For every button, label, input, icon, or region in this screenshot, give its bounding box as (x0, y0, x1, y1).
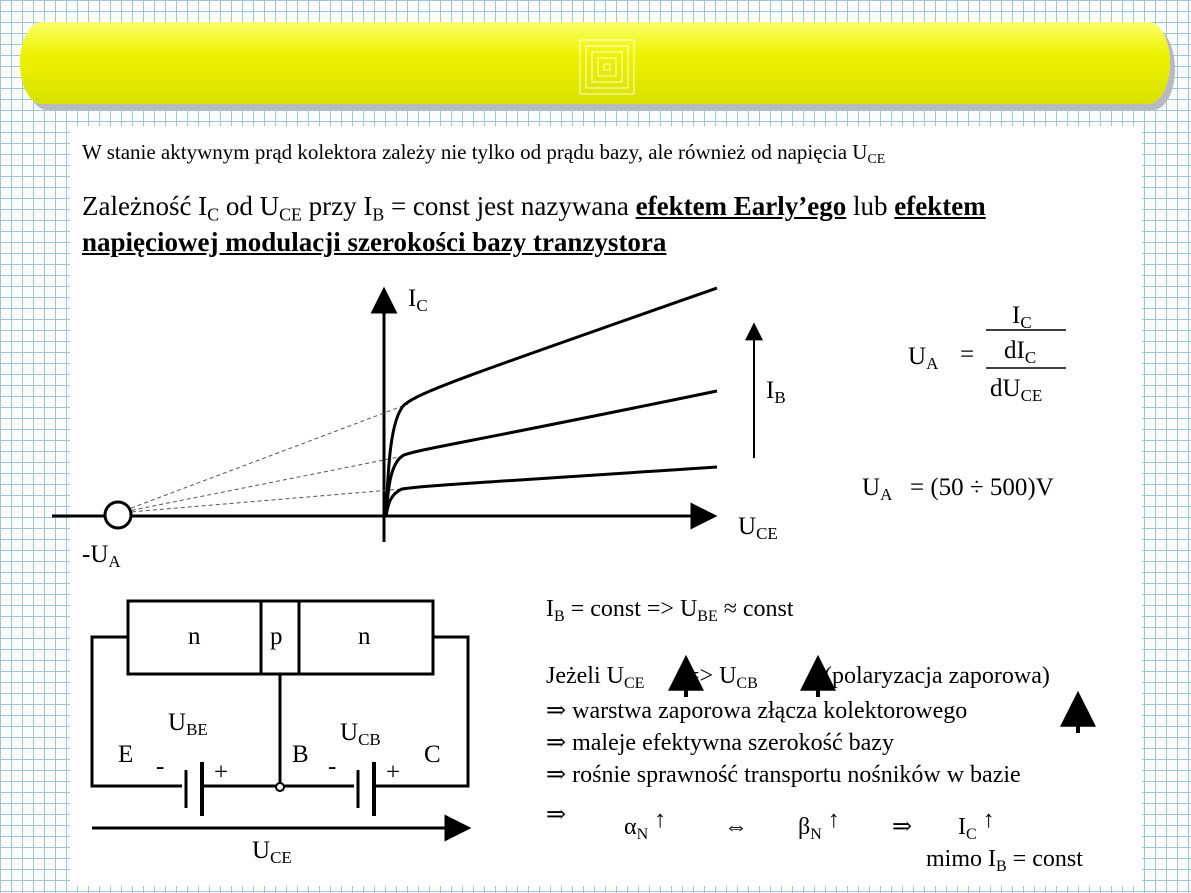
x-axis-label: $U_{CE}$ (738, 513, 778, 543)
base-node (276, 783, 284, 791)
region-n-collector: n (358, 623, 371, 650)
iff-symbol: ⇔ (724, 814, 748, 840)
intro-text: W stanie aktywnym prąd kolektora zależy nie tylko od prądu bazy, ale również od napięcia $U_{CE}$ (82, 140, 886, 167)
explain-line-3: ⇒ warstwa zaporowa złącza kolektorowego (546, 698, 968, 724)
svg-text:UA: $U_A$ (908, 343, 939, 373)
ube-plus: + (214, 759, 229, 786)
ic-increase: $I_C↑$ (958, 807, 995, 843)
curve-ib-mid (386, 391, 717, 516)
svg-text:dUCE: $dU_{CE}$ (990, 375, 1043, 405)
early-extrapolation-mid (118, 456, 404, 513)
term-early-effect: efektem Early’ego (635, 191, 847, 221)
explain-line-5: ⇒ rośnie sprawność transportu nośników w bazie (546, 762, 1021, 788)
ube-minus: - (156, 753, 165, 780)
svg-text:UA: $U_A$ (862, 474, 893, 504)
emitter-label: E (118, 741, 134, 768)
early-extrapolation-high (118, 404, 408, 513)
base-label: B (292, 741, 309, 768)
curve-ib-low (386, 467, 717, 516)
explain-line-2c: (polaryzacja zaporowa) (824, 663, 1050, 689)
uce-label: $U_{CE}$ (252, 837, 292, 867)
explain-line-7: mimo $I_B$ = const (926, 846, 1083, 875)
heading-line-2: napięciowej modulacji szerokości bazy tranzystora (82, 227, 667, 257)
early-voltage-point (105, 502, 131, 528)
term-modulation-a: efektem (894, 191, 986, 221)
ib-label: $I_B$ (766, 377, 786, 407)
early-extrapolation-low (118, 489, 402, 513)
svg-text:= (50 ÷ 500)V: = (50 ÷ 500)V (910, 474, 1054, 501)
ucb-minus: - (328, 753, 337, 780)
ucb-plus: + (386, 759, 401, 786)
then-symbol: ⇒ (892, 814, 913, 840)
alpha-n: $\alpha_N↑$ (624, 807, 667, 843)
region-n-emitter: n (188, 623, 201, 650)
collector-label: C (424, 741, 441, 768)
beta-n: $\beta_N↑$ (798, 807, 840, 843)
early-voltage-formula (908, 302, 1066, 405)
ube-label: $U_{BE}$ (168, 709, 208, 739)
explain-line-2b: => $U_{CB}$ (686, 663, 758, 692)
early-voltage-range (862, 474, 1054, 504)
heading-line-1: Zależność $I_C$ od $U_{CE}$ przy $I_B$ = const jest nazywana efektem Early’ego lub efektem (82, 191, 986, 225)
explain-line-6-arrow: ⇒ (546, 802, 567, 828)
region-p-base: p (270, 623, 283, 650)
explain-line-2a: Jeżeli $U_{CE}$ (546, 663, 645, 692)
ucb-label: $U_{CB}$ (340, 719, 381, 749)
explain-line-1: $I_B$ = const => $U_{BE}$ ≈ const (546, 596, 794, 625)
early-voltage-label: $-U_A$ (82, 541, 121, 571)
explain-line-4: ⇒ maleje efektywna szerokość bazy (546, 730, 894, 756)
svg-text:=: = (960, 341, 975, 368)
svg-text:IC: $I_C$ (1012, 302, 1032, 332)
svg-text:dIC: $dI_C$ (1004, 337, 1037, 367)
y-axis-label: $I_C$ (408, 285, 428, 315)
